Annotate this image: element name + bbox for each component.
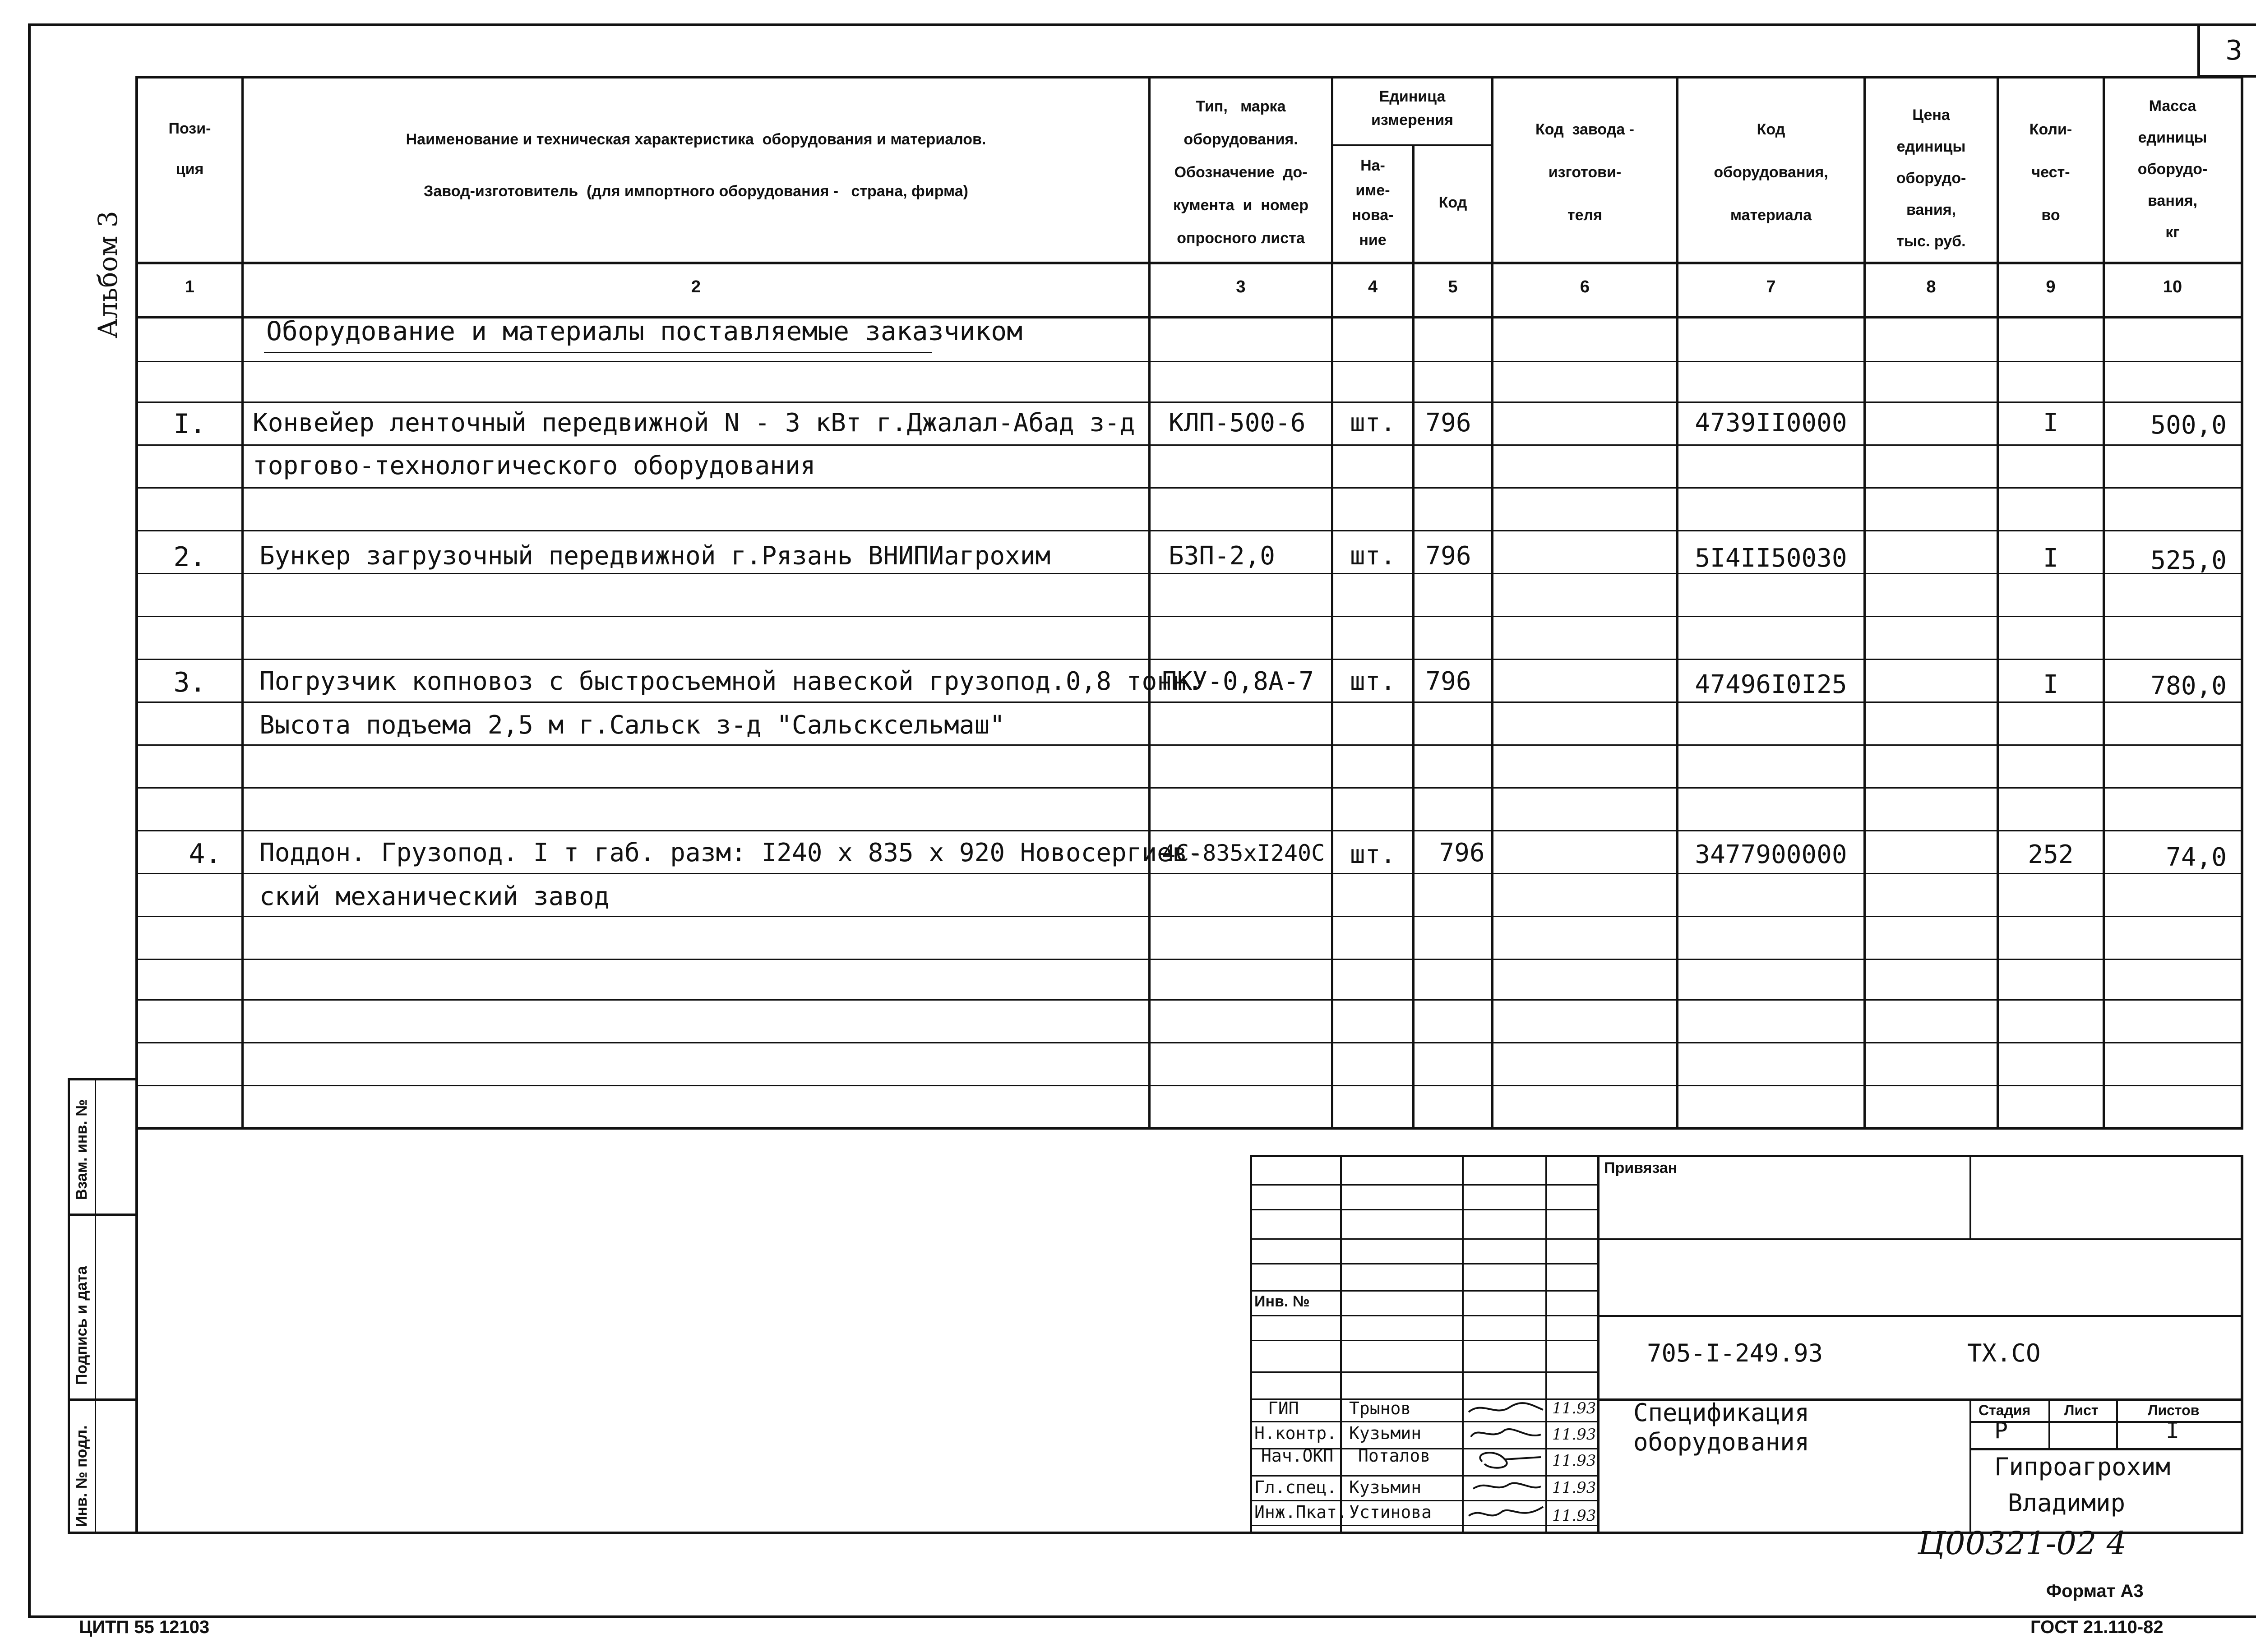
item-equipment-code: 47496I0I25 bbox=[1695, 670, 1847, 699]
column-number: 7 bbox=[1766, 277, 1776, 296]
tb-right-line bbox=[1597, 1238, 2242, 1240]
signature-mark bbox=[1473, 1483, 1541, 1489]
table-row-line bbox=[135, 1042, 2243, 1043]
titleblock-row-line bbox=[1250, 1315, 1600, 1316]
header-name-line1: Наименование и техническая характеристика оборудования и материалов. bbox=[406, 131, 986, 148]
table-border-right bbox=[2241, 76, 2243, 1127]
signatures bbox=[1464, 1398, 1548, 1534]
table-border-top bbox=[135, 76, 2243, 78]
sheets-value: I bbox=[2166, 1417, 2180, 1444]
sheet-header: Лист bbox=[2064, 1402, 2099, 1418]
side-stamp-divider bbox=[68, 1398, 138, 1401]
item-equipment-code: 3477900000 bbox=[1695, 840, 1847, 869]
item-quantity: 252 bbox=[2028, 840, 2074, 869]
role: ГИП bbox=[1268, 1398, 1299, 1418]
item-quantity: I bbox=[2043, 670, 2058, 699]
item-name: Конвейер ленточный передвижной N - 3 кВт г.Джалал-Абад з-д bbox=[253, 408, 1135, 438]
stage-value: Р bbox=[1994, 1417, 2008, 1444]
item-unit-code: 796 bbox=[1439, 838, 1485, 868]
item-unit-code: 796 bbox=[1425, 667, 1471, 696]
header-quantity: Коли- чест- во bbox=[2029, 121, 2072, 224]
document-mark: ТХ.СО bbox=[1967, 1339, 2041, 1367]
document-code: 705-I-249.93 bbox=[1647, 1339, 1823, 1367]
item-mass: 525,0 bbox=[2150, 546, 2227, 575]
page-number: 3 bbox=[2197, 23, 2256, 78]
tb-right-line bbox=[1969, 1398, 1971, 1534]
handwritten-archive-code: Ц00321-02 4 bbox=[1918, 1525, 2127, 1562]
document-title-line2: оборудования bbox=[1633, 1428, 1810, 1456]
side-stamp-divider bbox=[68, 1532, 138, 1534]
item-name: Погрузчик копновоз с быстросъемной навеской грузопод.0,8 тонн. bbox=[259, 667, 1203, 696]
item-equipment-code: 4739II0000 bbox=[1695, 408, 1847, 438]
item-unit: шт. bbox=[1350, 541, 1396, 571]
role-date: 11.93 bbox=[1552, 1426, 1596, 1444]
item-quantity: I bbox=[2043, 544, 2058, 573]
column-number: 6 bbox=[1580, 277, 1590, 296]
tb-right-line bbox=[1597, 1315, 2242, 1317]
tb-right-line bbox=[2116, 1398, 2118, 1449]
table-row-line bbox=[135, 616, 2243, 617]
table-row-line bbox=[135, 1085, 2243, 1086]
table-row-line bbox=[135, 573, 2243, 574]
titleblock-row-line bbox=[1250, 1238, 1600, 1240]
role: Гл.спец. bbox=[1254, 1477, 1337, 1497]
table-row-line bbox=[135, 701, 2243, 703]
stamp-signature-date: Подпись и дата bbox=[73, 1266, 90, 1385]
column-number: 5 bbox=[1448, 277, 1458, 296]
table-row-line bbox=[135, 744, 2243, 746]
item-mass: 780,0 bbox=[2150, 671, 2227, 701]
section-title-underline bbox=[264, 352, 932, 353]
item-name: ский механический завод bbox=[259, 882, 610, 911]
document-title-line1: Спецификация bbox=[1633, 1398, 1810, 1427]
signature-mark bbox=[1469, 1507, 1543, 1516]
titleblock-row-line bbox=[1250, 1340, 1600, 1341]
unit-subheader-line bbox=[1331, 144, 1493, 146]
table-row-line bbox=[135, 787, 2243, 789]
tb-right-line bbox=[1969, 1155, 1971, 1240]
item-unit: шт. bbox=[1350, 667, 1396, 696]
role-name: Трынов bbox=[1349, 1398, 1411, 1418]
item-type: КЛП-500-6 bbox=[1169, 408, 1306, 438]
table-row-line bbox=[135, 916, 2243, 917]
stamp-vzam-inv: Взам. инв. № bbox=[73, 1099, 90, 1200]
item-mass: 500,0 bbox=[2150, 411, 2227, 440]
signature-mark bbox=[1480, 1453, 1541, 1468]
header-mass: Масса единицы оборудо- вания, кг bbox=[2137, 97, 2208, 241]
item-unit-code: 796 bbox=[1425, 408, 1471, 438]
column-number: 10 bbox=[2163, 277, 2182, 296]
side-stamp-divider bbox=[68, 1214, 138, 1216]
role-name: Устинова bbox=[1349, 1502, 1432, 1522]
titleblock-row-line bbox=[1250, 1263, 1600, 1264]
organization-line2: Владимир bbox=[2008, 1489, 2126, 1517]
footer-gost: ГОСТ 21.110-82 bbox=[2030, 1617, 2164, 1637]
header-unit-code: Код bbox=[1438, 194, 1467, 211]
side-stamp-inner-line bbox=[95, 1078, 96, 1532]
item-unit: шт. bbox=[1350, 840, 1396, 869]
item-name: Поддон. Грузопод. I т габ. разм: I240 х 835 х 920 Новосергиев- bbox=[259, 838, 1203, 868]
header-factory-code: Код завода - изготови- теля bbox=[1535, 121, 1634, 224]
role-name: Поталов bbox=[1358, 1446, 1431, 1466]
album-label: Альбом 3 bbox=[92, 211, 123, 338]
role-date: 11.93 bbox=[1552, 1479, 1596, 1497]
titleblock-row-line bbox=[1250, 1290, 1600, 1292]
item-mass: 74,0 bbox=[2166, 843, 2227, 872]
header-price: Цена единицы оборудо- вания, тыс. руб. bbox=[1896, 106, 1966, 250]
organization-line1: Гипроагрохим bbox=[1994, 1453, 2171, 1481]
item-unit-code: 796 bbox=[1425, 541, 1471, 571]
header-unit: Единица измерения bbox=[1371, 88, 1453, 129]
item-position: 2. bbox=[173, 541, 206, 573]
column-number: 8 bbox=[1926, 277, 1936, 296]
table-row-line bbox=[135, 401, 2243, 403]
table-row-line bbox=[135, 999, 2243, 1001]
tb-right-line bbox=[2048, 1398, 2050, 1449]
titleblock-top bbox=[1250, 1155, 2243, 1157]
signature-mark bbox=[1469, 1403, 1543, 1412]
titleblock-right bbox=[2241, 1155, 2243, 1534]
stage-header: Стадия bbox=[1979, 1402, 2031, 1418]
header-equipment-code: Код оборудования, материала bbox=[1714, 121, 1828, 224]
table-row-line bbox=[135, 361, 2243, 362]
column-number: 3 bbox=[1236, 277, 1246, 296]
item-type: БЗП-2,0 bbox=[1169, 541, 1276, 571]
titleblock-row-line bbox=[1250, 1184, 1600, 1186]
item-position: 4. bbox=[189, 838, 222, 870]
titleblock-row-line bbox=[1250, 1371, 1600, 1373]
stamp-inv-podl: Инв. № подл. bbox=[73, 1425, 90, 1527]
item-type: ПКУ-0,8А-7 bbox=[1162, 667, 1314, 696]
side-stamp-divider bbox=[68, 1078, 138, 1080]
header-unit-name: На- име- нова- ние bbox=[1352, 157, 1394, 249]
tb-right-line bbox=[1969, 1421, 2242, 1423]
table-row-line bbox=[135, 659, 2243, 660]
item-name: Высота подъема 2,5 м г.Сальск з-д "Сальсксельмаш" bbox=[259, 711, 1005, 740]
header-type: Тип, марка оборудования. Обозначение до- кумента и номер опросного листа bbox=[1173, 98, 1308, 247]
tb-right-line bbox=[1969, 1448, 2242, 1450]
item-type: 4С-835хI240С bbox=[1162, 840, 1325, 866]
inv-no-label: Инв. № bbox=[1254, 1293, 1310, 1310]
titleblock-left bbox=[1250, 1155, 1252, 1534]
item-name: торгово-технологического оборудования bbox=[253, 451, 816, 480]
table-row-line bbox=[135, 873, 2243, 874]
role-date: 11.93 bbox=[1552, 1507, 1596, 1525]
section-title: Оборудование и материалы поставляемые заказчиком bbox=[266, 316, 1023, 346]
role: Н.контр. bbox=[1254, 1423, 1337, 1443]
table-row-line bbox=[135, 487, 2243, 489]
format-label: Формат А3 bbox=[2046, 1581, 2144, 1601]
table-row-line bbox=[135, 530, 2243, 531]
item-name: Бункер загрузочный передвижной г.Рязань ВНИПИагрохим bbox=[259, 541, 1051, 571]
header-position: Пози- ция bbox=[168, 120, 211, 178]
table-row-line bbox=[135, 959, 2243, 960]
column-number: 4 bbox=[1368, 277, 1378, 296]
item-quantity: I bbox=[2043, 408, 2058, 438]
header-name-line2: Завод-изготовитель (для импортного оборудования - страна, фирма) bbox=[424, 183, 968, 200]
role-date: 11.93 bbox=[1552, 1399, 1596, 1417]
signature-mark bbox=[1471, 1429, 1541, 1437]
item-position: I. bbox=[173, 408, 206, 440]
role-date: 11.93 bbox=[1552, 1452, 1596, 1470]
column-number: 9 bbox=[2046, 277, 2056, 296]
sheets-header: Листов bbox=[2148, 1402, 2200, 1418]
item-unit: шт. bbox=[1350, 408, 1396, 438]
table-row-line bbox=[135, 830, 2243, 831]
footer-left-code: ЦИТП 55 12103 bbox=[79, 1617, 210, 1637]
header-bottom-line bbox=[135, 262, 2243, 264]
privyazan-label: Привязан bbox=[1604, 1159, 1678, 1177]
col-divider bbox=[241, 76, 244, 1128]
column-number: 2 bbox=[691, 277, 701, 296]
table-bottom-line bbox=[135, 1127, 2243, 1130]
titleblock-row-line bbox=[1250, 1209, 1600, 1210]
item-equipment-code: 5I4II50030 bbox=[1695, 544, 1847, 573]
item-position: 3. bbox=[173, 667, 206, 698]
side-stamp-border-left bbox=[68, 1078, 70, 1534]
column-number: 1 bbox=[185, 277, 195, 296]
role-name: Кузьмин bbox=[1349, 1423, 1422, 1443]
role: Инж.Пкат. bbox=[1254, 1502, 1347, 1522]
role-name: Кузьмин bbox=[1349, 1477, 1422, 1497]
role: Нач.ОКП bbox=[1261, 1446, 1334, 1466]
table-row-line bbox=[135, 444, 2243, 446]
